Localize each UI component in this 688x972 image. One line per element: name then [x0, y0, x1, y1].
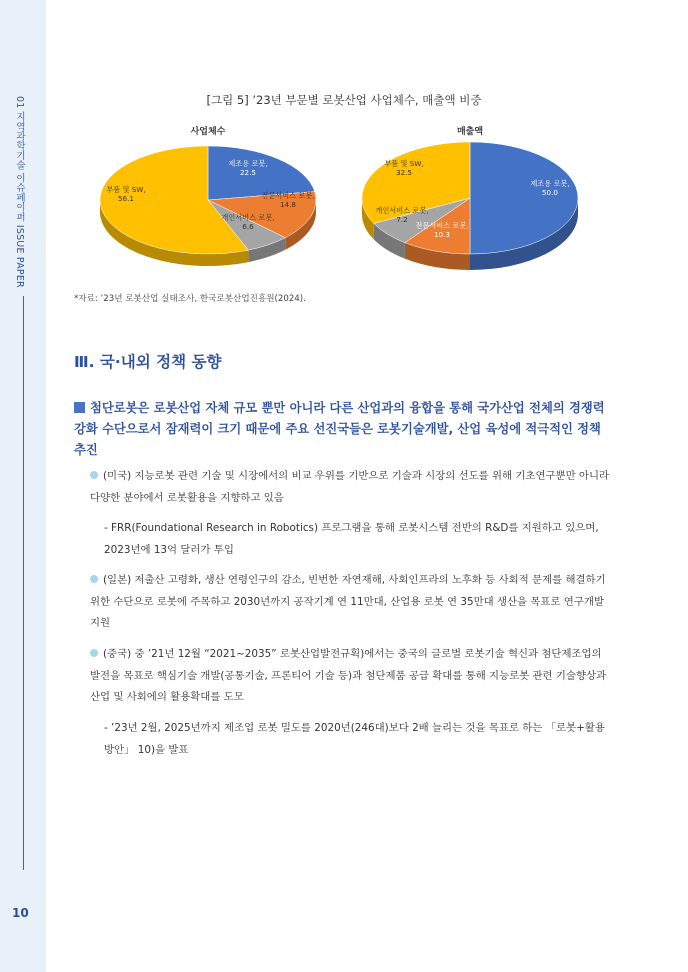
sidebar	[0, 0, 46, 972]
pie-label-0-3: 부품 및 SW, 56.1	[106, 185, 146, 203]
circle-bullet-icon	[90, 575, 98, 583]
sub-paragraph-china: - ’23년 2월, 2025년까지 제조업 로봇 밀도를 2020년(246대)보다 2배 늘리는 것을 목표로 하는 「로봇+활용방안」 10)을 발표	[104, 722, 605, 756]
pie-label-1-1: 전문서비스 로봇, 10.3	[415, 221, 469, 239]
pie-chart-business-count	[92, 120, 324, 280]
square-bullet-icon	[74, 402, 85, 413]
paragraph-japan	[90, 570, 610, 635]
section-bullet-text: 첨단로봇은 로봇산업 자체 규모 뿐만 아니라 다른 산업과의 융합을 통해 국가산업 전체의 경쟁력 강화 수단으로서 잠재력이 크기 때문에 주요 선진국들은 로봇기술개발, 산업 육성에 적극적인 정책 추진	[74, 401, 605, 457]
paragraph-china	[90, 644, 610, 709]
section-heading: Ⅲ. 국·내외 정책 동향	[74, 353, 222, 371]
paragraph-usa	[90, 466, 610, 509]
sidebar-title: 01 지역과학기술 이슈페이퍼 ISSUE PAPER	[14, 96, 25, 288]
paragraph-japan-text: (일본) 저출산 고령화, 생산 연령인구의 감소, 빈번한 자연재해, 사회인프라의 노후화 등 사회적 문제를 해결하기 위한 수단으로 로봇에 주목하고 2030년까지 공작기계 연 11만대, 산업용 로봇 연 35만대 생산을 목표로 연구개발 지원	[90, 574, 606, 629]
circle-bullet-icon	[90, 471, 98, 479]
figure-source: *자료: ’23년 로봇산업 실태조사, 한국로봇산업진흥원(2024).	[74, 294, 306, 304]
pie-label-0-1: 전문서비스 로봇, 14.8	[261, 191, 315, 209]
paragraph-usa-text: (미국) 지능로봇 관련 기술 및 시장에서의 비교 우위를 기반으로 기술과 시장의 선도를 위해 기초연구뿐만 아니라 다양한 분야에서 로봇활용을 지향하고 있음	[90, 470, 610, 504]
sidebar-divider	[23, 296, 24, 870]
pie-label-0-2: 개인서비스 로봇, 6.6	[221, 213, 275, 231]
figure-title: [그림 5] ’23년 부문별 로봇산업 사업체수, 매출액 비중	[206, 93, 482, 107]
pie-label-0-0: 제조용 로봇, 22.5	[228, 159, 268, 177]
pie-label-1-0: 제조용 로봇, 50.0	[530, 179, 570, 197]
pie-label-1-3: 부품 및 SW, 32.5	[384, 159, 424, 177]
pie-label-1-2: 개인서비스 로봇, 7.2	[375, 206, 429, 224]
section-bullet	[74, 398, 614, 461]
circle-bullet-icon	[90, 649, 98, 657]
pie-title-1: 매출액	[456, 127, 484, 137]
sub-paragraph-usa: - FRR(Foundational Research in Robotics) 프로그램을 통해 로봇시스템 전반의 R&D를 지원하고 있으며, 2023년에 13억 달러가 투입	[104, 522, 599, 556]
pie-chart-sales	[352, 120, 592, 280]
paragraph-china-text: (중국) 중 ’21년 12월 “2021~2035” 로봇산업발전규획)에서는 중국의 글로벌 로봇기술 혁신과 첨단제조업의 발전을 목표로 핵심기술 개발(공통기술, 프론티어 기술 등)과 첨단제품 공급 확대를 통해 지능로봇 관련 기술향상과 산업 및 사회에의 활용확대를 도모	[90, 648, 607, 703]
page-number: 10	[12, 906, 29, 920]
pie-title-0: 사업체수	[190, 127, 226, 137]
